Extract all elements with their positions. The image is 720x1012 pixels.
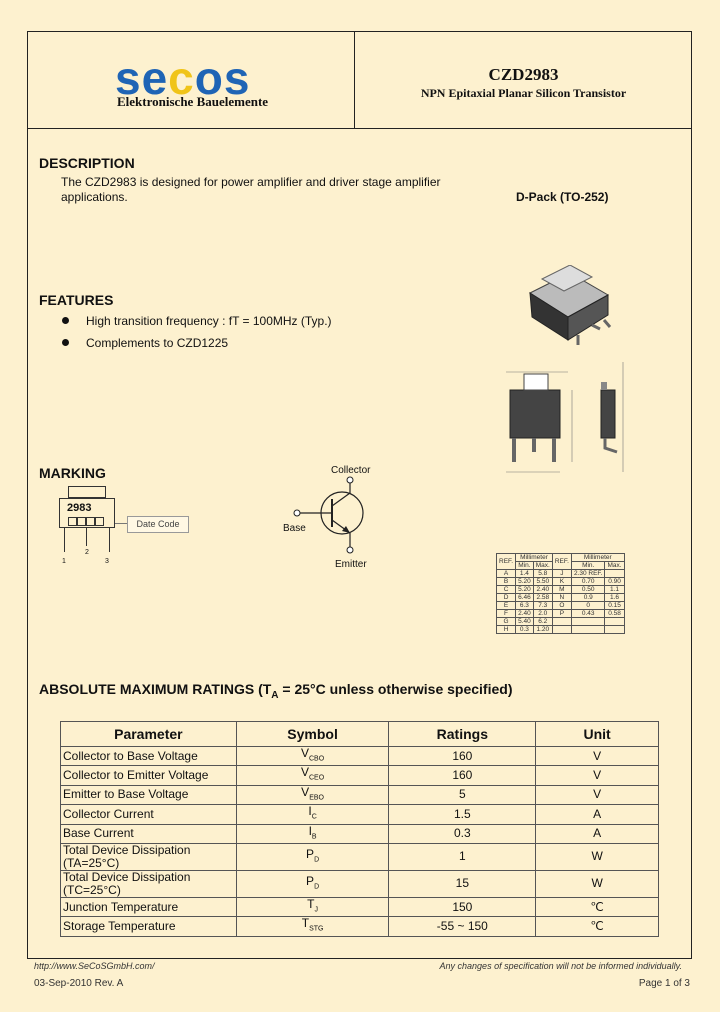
description-line-2: applications. [61, 190, 128, 204]
ratings-row [61, 870, 659, 897]
unit-cell: A [536, 824, 659, 843]
ratings-table [60, 721, 659, 937]
unit-cell: W [536, 843, 659, 870]
bullet-icon [62, 317, 69, 324]
description-line-1: The CZD2983 is designed for power amplifier and driver stage amplifier [61, 175, 441, 189]
date-code-leader [115, 523, 127, 524]
dims-sub-header: Min. [516, 562, 534, 570]
rating-cell: 150 [389, 897, 536, 916]
package-side-view [595, 352, 635, 482]
part-number: CZD2983 [488, 65, 559, 84]
footer-url[interactable]: http://www.SeCoSGmbH.com/ [34, 961, 155, 971]
param-cell: Total Device Dissipation (TC=25°C) [61, 870, 237, 897]
footer-notice: Any changes of specification will not be informed individually. [439, 961, 682, 971]
rating-cell: 0.3 [389, 824, 536, 843]
symbol-cell: $P_D$ [236, 870, 389, 897]
package-label: D-Pack (TO-252) [516, 190, 609, 204]
symbol-cell: $T_{STG}$ [236, 917, 389, 936]
symbol-cell: $I_B$ [236, 824, 389, 843]
footer-page: Page 1 of 3 [638, 978, 690, 989]
symbol-cell: $V_{CEO}$ [236, 766, 389, 785]
date-code-callout: Date Code [127, 516, 189, 533]
base-label: Base [283, 523, 306, 534]
pin-1-label: 1 [62, 558, 66, 565]
package-3d-drawing [520, 265, 615, 350]
dims-row: F 2.40 2.0 P 0.43 0.58 [497, 610, 625, 618]
dims-ref-header: REF. [552, 554, 571, 570]
dims-row: B 5.20 5.50 K 0.70 0.90 [497, 578, 625, 586]
symbol-cell: $V_{CBO}$ [236, 747, 389, 766]
symbol-cell: $T_J$ [236, 897, 389, 916]
marking-heading: MARKING [39, 465, 106, 481]
unit-cell: ℃ [536, 897, 659, 916]
dims-ref-header: REF. [497, 554, 516, 570]
rating-cell: 1.5 [389, 805, 536, 824]
collector-label: Collector [331, 465, 371, 476]
rating-cell: 1 [389, 843, 536, 870]
ratings-row [61, 785, 659, 804]
pin-3-label: 3 [105, 558, 109, 565]
rating-cell: 160 [389, 766, 536, 785]
ratings-row [61, 766, 659, 785]
dims-row: H 0.3 1.20 [497, 626, 625, 634]
unit-cell: V [536, 747, 659, 766]
dims-row: C 5.20 2.40 M 0.50 1.1 [497, 586, 625, 594]
feature-item-2: Complements to CZD1225 [86, 336, 229, 350]
param-cell: Collector Current [61, 805, 237, 824]
param-cell: Junction Temperature [61, 897, 237, 916]
ratings-row [61, 897, 659, 916]
dims-sub-header: Min. [571, 562, 605, 570]
rating-cell: 160 [389, 747, 536, 766]
features-heading: FEATURES [39, 292, 114, 308]
col-unit: Unit [536, 722, 659, 747]
symbol-cell: $P_D$ [236, 843, 389, 870]
unit-cell: ℃ [536, 917, 659, 936]
feature-item-1: High transition frequency : fT = 100MHz (Typ.) [86, 314, 332, 328]
emitter-label: Emitter [335, 559, 367, 570]
param-cell: Storage Temperature [61, 917, 237, 936]
dims-sub-header: Max. [533, 562, 552, 570]
dims-mm-header: Millimeter [516, 554, 553, 562]
ratings-row [61, 747, 659, 766]
ratings-row [61, 805, 659, 824]
param-cell: Total Device Dissipation (TA=25°C) [61, 843, 237, 870]
company-logo: secos [115, 52, 251, 104]
description-heading: DESCRIPTION [39, 155, 135, 171]
unit-cell: A [536, 805, 659, 824]
bullet-icon [62, 339, 69, 346]
rating-cell: -55 ~ 150 [389, 917, 536, 936]
rating-cell: 5 [389, 785, 536, 804]
col-ratings: Ratings [389, 722, 536, 747]
dims-sub-header: Max. [605, 562, 624, 570]
param-cell: Collector to Base Voltage [61, 747, 237, 766]
ratings-row [61, 843, 659, 870]
dims-row: D 6.46 2.58 N 0.9 1.6 [497, 594, 625, 602]
symbol-cell: $V_{EBO}$ [236, 785, 389, 804]
dims-mm-header: Millimeter [571, 554, 624, 562]
param-cell: Collector to Emitter Voltage [61, 766, 237, 785]
unit-cell: V [536, 766, 659, 785]
npn-transistor-symbol-icon [280, 475, 380, 560]
dimensions-table [496, 553, 625, 634]
pin-2-label: 2 [85, 549, 89, 556]
package-front-view [498, 352, 588, 482]
part-type: NPN Epitaxial Planar Silicon Transistor [420, 86, 627, 100]
param-cell: Base Current [61, 824, 237, 843]
param-cell: Emitter to Base Voltage [61, 785, 237, 804]
col-symbol: Symbol [236, 722, 389, 747]
dims-row: A 1.4 5.8 J 2.30 REF. [497, 570, 625, 578]
footer-date: 03-Sep-2010 Rev. A [34, 978, 124, 989]
dims-row: G 5.40 6.2 [497, 618, 625, 626]
ratings-row [61, 917, 659, 936]
symbol-cell: $I_C$ [236, 805, 389, 824]
col-parameter: Parameter [61, 722, 237, 747]
ratings-row [61, 824, 659, 843]
marking-diagram [59, 486, 115, 568]
ratings-heading: ABSOLUTE MAXIMUM RATINGS ($T_A = 25^\circ C$ unless otherwise specified) [39, 681, 513, 701]
unit-cell: W [536, 870, 659, 897]
company-subtitle: Elektronische Bauelemente [117, 94, 269, 109]
dims-row: E 6.3 7.3 O 0 0.15 [497, 602, 625, 610]
rating-cell: 15 [389, 870, 536, 897]
unit-cell: V [536, 785, 659, 804]
marking-code: 2983 [67, 502, 92, 514]
